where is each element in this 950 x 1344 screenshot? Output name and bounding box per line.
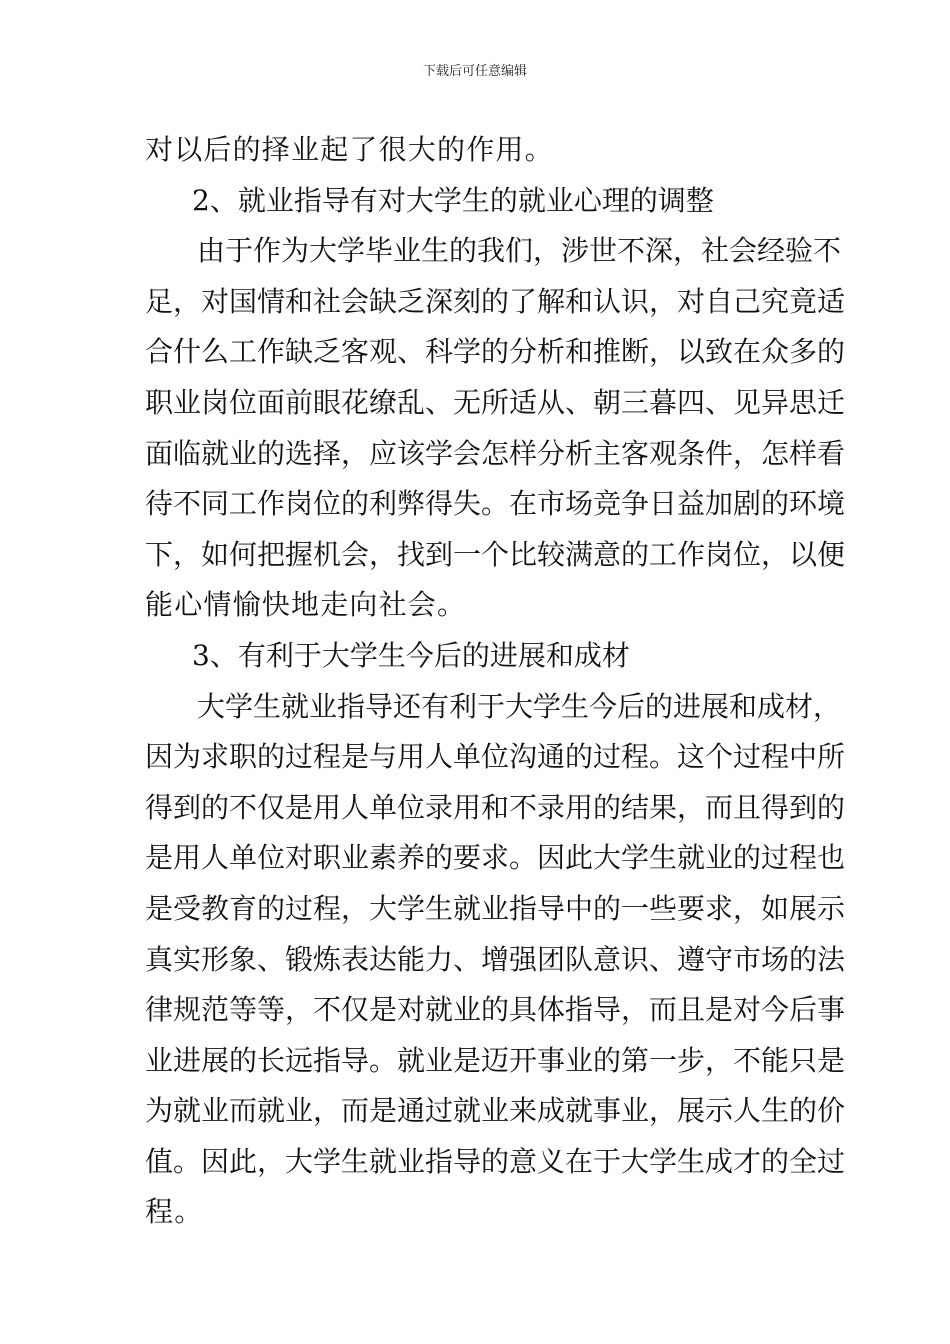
page-header: 下载后可任意编辑 [422, 64, 527, 79]
body-line: 真实形象、锻炼表达能力、增强团队意识、遵守市场的法 [145, 942, 846, 976]
section-heading-3: 3、有利于大学生今后的进展和成材 [192, 638, 630, 672]
body-line: 对以后的择业起了很大的作用。 [145, 133, 554, 166]
body-line: 程。 [145, 1195, 204, 1229]
body-line: 面临就业的选择，应该学会怎样分析主客观条件，怎样看 [145, 436, 846, 470]
body-line: 得到的不仅是用人单位录用和不录用的结果，而且得到的 [145, 790, 846, 824]
section-heading-2: 2、就业指导有对大学生的就业心理的调整 [192, 183, 714, 217]
body-line: 业进展的长远指导。就业是迈开事业的第一步，不能只是 [145, 1043, 846, 1077]
body-line: 待不同工作岗位的利弊得失。在市场竞争日益加剧的环境 [145, 487, 846, 521]
body-line: 能心情愉快地走向社会。 [145, 588, 467, 622]
document-body [145, 125, 846, 1238]
body-line: 是受教育的过程，大学生就业指导中的一些要求，如展示 [145, 891, 846, 925]
body-line: 足，对国情和社会缺乏深刻的了解和认识，对自己究竟适 [145, 284, 846, 318]
body-line: 下，如何把握机会，找到一个比较满意的工作岗位，以便 [145, 537, 846, 571]
body-line: 合什么工作缺乏客观、科学的分析和推断，以致在众多的 [145, 335, 846, 369]
body-line: 为就业而就业，而是通过就业来成就事业，展示人生的价 [145, 1094, 846, 1128]
body-line: 职业岗位面前眼花缭乱、无所适从、朝三暮四、见异思迁 [145, 385, 846, 419]
body-line: 值。因此，大学生就业指导的意义在于大学生成才的全过 [145, 1144, 846, 1178]
body-line: 律规范等等，不仅是对就业的具体指导，而且是对今后事 [145, 993, 846, 1027]
paragraph-first-line: 由于作为大学毕业生的我们，涉世不深，社会经验不 [197, 234, 842, 268]
body-line: 是用人单位对职业素养的要求。因此大学生就业的过程也 [145, 841, 846, 875]
body-line: 因为求职的过程是与用人单位沟通的过程。这个过程中所 [145, 740, 846, 774]
paragraph-first-line: 大学生就业指导还有利于大学生今后的进展和成材， [197, 689, 842, 723]
